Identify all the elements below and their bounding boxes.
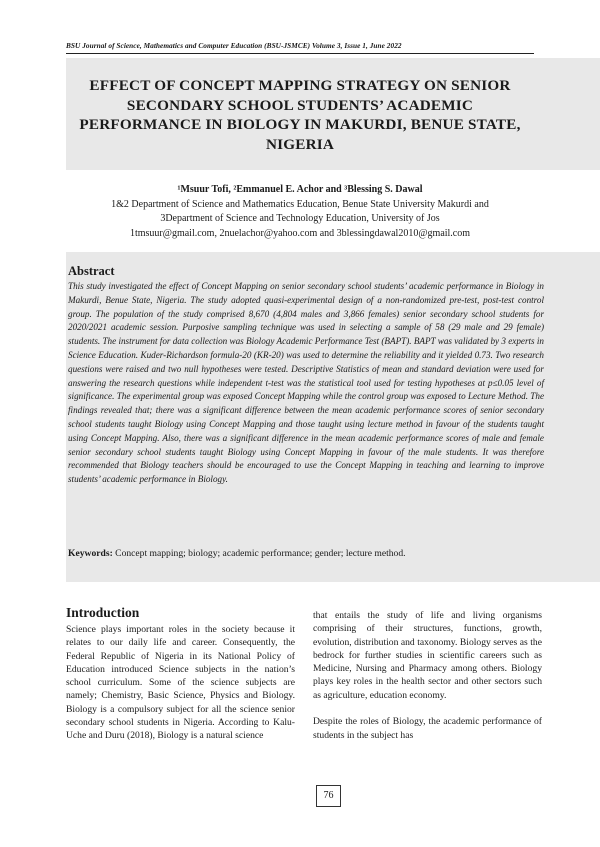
running-head: BSU Journal of Science, Mathematics and Computer Education (BSU-JSMCE) Volume 3, Issue 1, June 2022 [66, 41, 402, 50]
page-number: 76 [316, 785, 341, 807]
abstract-section [66, 252, 600, 582]
introduction-right-para-2: Despite the roles of Biology, the academic performance of students in the subject has [313, 716, 542, 741]
paper-title: EFFECT OF CONCEPT MAPPING STRATEGY ON SENIOR SECONDARY SCHOOL STUDENTS’ ACADEMIC PERFORMANCE IN BIOLOGY IN MAKURDI, BENUE STATE, NIGERIA [79, 77, 521, 153]
abstract-body: This study investigated the effect of Concept Mapping on senior secondary school students’ academic performance in Biology in Makurdi, Benue State, Nigeria. The study adopted quasi-experimental design of a non-randomized pre-test, post-test control group. The population of the study comprised 8,670 (4,804 males and 3,866 females) senior secondary school students for 2020/2021 academic session. Purposive sampling technique was used in selecting a sample of 58 (29 male and 29 female) students. The instrument for data collection was Biology Academic Performance Test (BAPT). BAPT was validated by 3 experts in Science Education. Kuder-Richardson formula-20 (KR-20) was used to determine the reliability and it yielded 0.73. Two research questions were raised and two null hypotheses were tested. Descriptive Statistics of mean and standard deviation were used for answering the research questions while independent t-test was the statistical tool used for testing hypotheses at p≤0.05 level of significance. The experimental group was exposed Concept Mapping while the control group was exposed to Lecture Method. The findings revealed that; there was a significant difference between the mean academic performance scores of senior secondary school students taught Biology using Concept Mapping and those taught using lecture method in favour of the students taught using Concept Mapping. Also, there was a significant difference in the mean academic performance scores of male and female senior secondary school students taught Biology using Concept Mapping in favour of the male students. It was therefore recommended that Biology teachers should be encouraged to use the Concept Mapping in teaching and learning to improve students’ academic performance in Biology. [68, 281, 544, 485]
header-rule [66, 53, 534, 54]
introduction-left-column: Science plays important roles in the society because it relates to our daily life and career. Consequently, the Federal Republic of Nigeria in its National Policy of Education introduced Science subjects in the nation’s school curriculum. Some of the science subjects are namely; Chemistry, Basic Science, Physics and Biology. Biology is a compulsory subject for all the science senior secondary school students in Nigeria. According to Kalu-Uche and Duru (2018), Biology is a natural science [66, 624, 295, 742]
affiliation-1: 1&2 Department of Science and Mathematics Education, Benue State University Makurdi and [111, 198, 489, 210]
introduction-right-para-1: that entails the study of life and living organisms comprising of their structures, functions, growth, evolution, distribution and taxonomy. Biology serves as the bedrock for further studies in scientific careers such as Medicine, Nursing and Pharmacy among others. Biology plays key roles in the health sector and other sectors such as agriculture, education economy. [313, 610, 542, 701]
author-names: ¹Msuur Tofi, ²Emmanuel E. Achor and ³Blessing S. Dawal [177, 184, 423, 195]
keywords-label: Keywords: [68, 548, 113, 559]
introduction-right-column [313, 609, 542, 755]
author-emails: 1tmsuur@gmail.com, 2nuelachor@yahoo.com and 3blessingdawal2010@gmail.com [129, 227, 471, 239]
abstract-heading: Abstract [68, 264, 115, 278]
keywords-line [68, 548, 544, 559]
keywords-text: Concept mapping; biology; academic performance; gender; lecture method. [115, 548, 406, 559]
author-block [66, 183, 534, 241]
title-band [66, 58, 600, 170]
introduction-heading: Introduction [66, 605, 140, 620]
affiliation-2: 3Department of Science and Technology Education, University of Jos [160, 213, 440, 224]
